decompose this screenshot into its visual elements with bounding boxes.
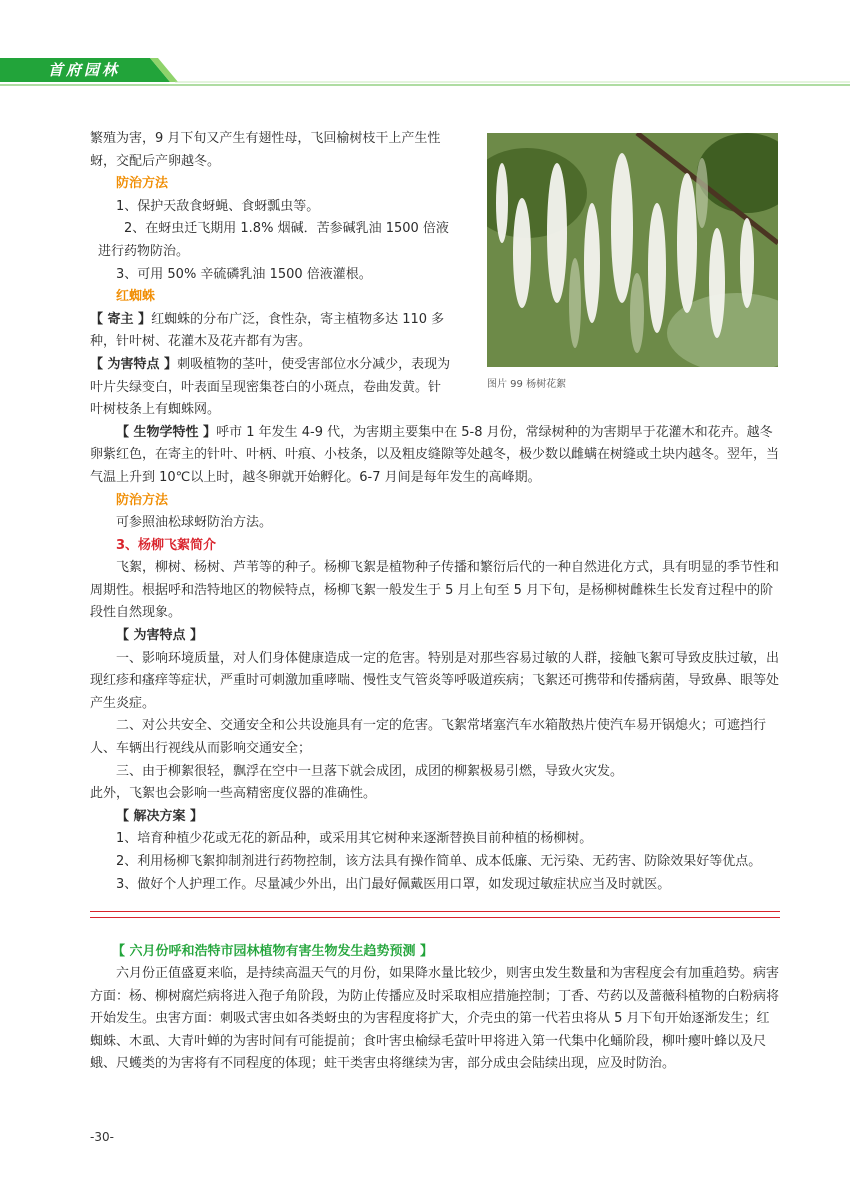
solution-2: 2、利用杨柳飞絮抑制剂进行药物控制，该方法具有操作简单、成本低廉、无污染、无药害、防除效果好等优点。 <box>116 854 762 869</box>
solution-tag: 【 解决方案 】 <box>116 808 204 824</box>
section-divider <box>90 911 780 918</box>
paragraph-biology <box>90 422 780 490</box>
biology-text: 呼市 1 年发生 4-9 代，为害期主要集中在 5-8 月份，常绿树种的为害期早于花灌木和花卉。越冬卵紫红色，在寄主的针叶、叶柄、叶痕、小枝条，以及粗皮缝隙等处越冬，极少数以雌螨在树缝或土块内越冬。翌年，当气温上升到 10℃以上时，越冬卵就开始孵化。6-7 月间是每年发生的高峰期。 <box>90 424 780 485</box>
harm-features-tag: 【 为害特点 】 <box>116 628 204 644</box>
host-text: 红蜘蛛的分布广泛，食性杂，寄主植物多达 110 多种，针叶树、花灌木及花卉都有为害。 <box>90 311 445 350</box>
heading-poplar-catkins: 3、杨柳飞絮简介 <box>116 537 217 553</box>
paragraph-harm <box>90 354 452 422</box>
paragraph-aphid-overwinter: 繁殖为害，9 月下旬又产生有翅性母，飞回榆树枝干上产生性蚜，交配后产卵越冬。 <box>90 131 441 169</box>
heading-control-methods-2: 防治方法 <box>116 492 169 508</box>
solution-3: 3、做好个人护理工作。尽量减少外出，出门最好佩戴医用口罩，如发现过敏症状应当及时就医。 <box>116 876 671 892</box>
heading-control-methods: 防治方法 <box>116 176 169 192</box>
solution-1: 1、培育种植少花或无花的新品种，或采用其它树种来逐渐替换目前种植的杨柳树。 <box>116 831 593 847</box>
host-tag: 【 寄主 】 <box>90 311 152 327</box>
harm-point-3: 三、由于柳絮很轻，飘浮在空中一旦落下就会成团，成团的柳絮极易引燃，导致火灾发。 <box>116 763 624 779</box>
header-banner <box>0 0 850 95</box>
harm-point-4: 此外，飞絮也会影响一些高精密度仪器的准确性。 <box>90 786 377 802</box>
forecast-section <box>90 941 780 1076</box>
magazine-title: 首府园林 <box>48 61 121 79</box>
article-body <box>90 128 780 896</box>
heading-red-spider: 红蜘蛛 <box>116 289 156 305</box>
page-number: -30- <box>90 1130 114 1144</box>
harm-tag: 【 为害特点 】 <box>90 356 178 372</box>
harm-text: 刺吸植物的茎叶，使受害部位水分减少，表现为叶片失绿变白，叶表面呈现密集苍白的小斑点，卷曲发黄。针叶树枝条上有蜘蛛网。 <box>90 356 451 418</box>
forecast-title: 【 六月份呼和浩特市园林植物有害生物发生趋势预测 】 <box>112 944 434 959</box>
paragraph-host <box>90 309 452 354</box>
control-reference: 可参照油松球蚜防治方法。 <box>116 515 273 531</box>
harm-point-1: 一、影响环境质量，对人们身体健康造成一定的危害。特别是对那些容易过敏的人群，接触飞絮可导致皮肤过敏，出现红疹和瘙痒等症状，严重时可刺激加重哮喘、慢性支气管炎等呼吸道疾病；飞絮还可携带和传播病菌，导致鼻、眼等处产生炎症。 <box>90 650 780 711</box>
control-item-3: 3、可用 50% 辛硫磷乳油 1500 倍液灌根。 <box>116 266 372 282</box>
photo-caption: 图片 99 杨树花絮 <box>487 379 567 390</box>
biology-tag: 【 生物学特性 】 <box>116 424 217 440</box>
harm-point-2: 二、对公共安全、交通安全和公共设施具有一定的危害。飞絮常堵塞汽车水箱散热片使汽车易开锅熄火；可遮挡行人、车辆出行视线从而影响交通安全； <box>90 718 767 757</box>
forecast-text: 六月份正值盛夏来临，是持续高温天气的月份，如果降水量比较少，则害虫发生数量和为害程度会有加重趋势。病害方面：杨、柳树腐烂病将进入孢子角阶段，为防止传播应及时采取相应措施控制；丁香、芍药以及蔷薇科植物的白粉病将开始发生。虫害方面：刺吸式害虫如各类蚜虫的为害程度将扩大，介壳虫的第一代若虫将从 5 月下旬开始逐渐发生；红蜘蛛、木虱、大青叶蝉的为害时间有可能提前；食叶害虫榆绿毛萤叶甲将进入第一代集中化蛹阶段，柳叶瘿叶蜂以及尺蛾、尺蠖类的为害将有不同程度的体现；蛀干类害虫将继续为害，部分成虫会陆续出现，应及时防治。 <box>90 966 780 1072</box>
control-item-2: 2、在蚜虫迁飞期用 1.8% 烟碱．苦参碱乳油 1500 倍液进行药物防治。 <box>98 221 449 259</box>
paragraph-poplar-intro: 飞絮，柳树、杨树、芦苇等的种子。杨柳飞絮是植物种子传播和繁衍后代的一种自然进化方式，具有明显的季节性和周期性。根据呼和浩特地区的物候特点，杨柳飞絮一般发生于 5 月上旬至 5 月下旬，是杨柳树雌株生长发育过程中的阶段性自然现象。 <box>90 560 780 621</box>
control-item-1: 1、保护天敌食蚜蝇、食蚜瓢虫等。 <box>116 198 320 214</box>
